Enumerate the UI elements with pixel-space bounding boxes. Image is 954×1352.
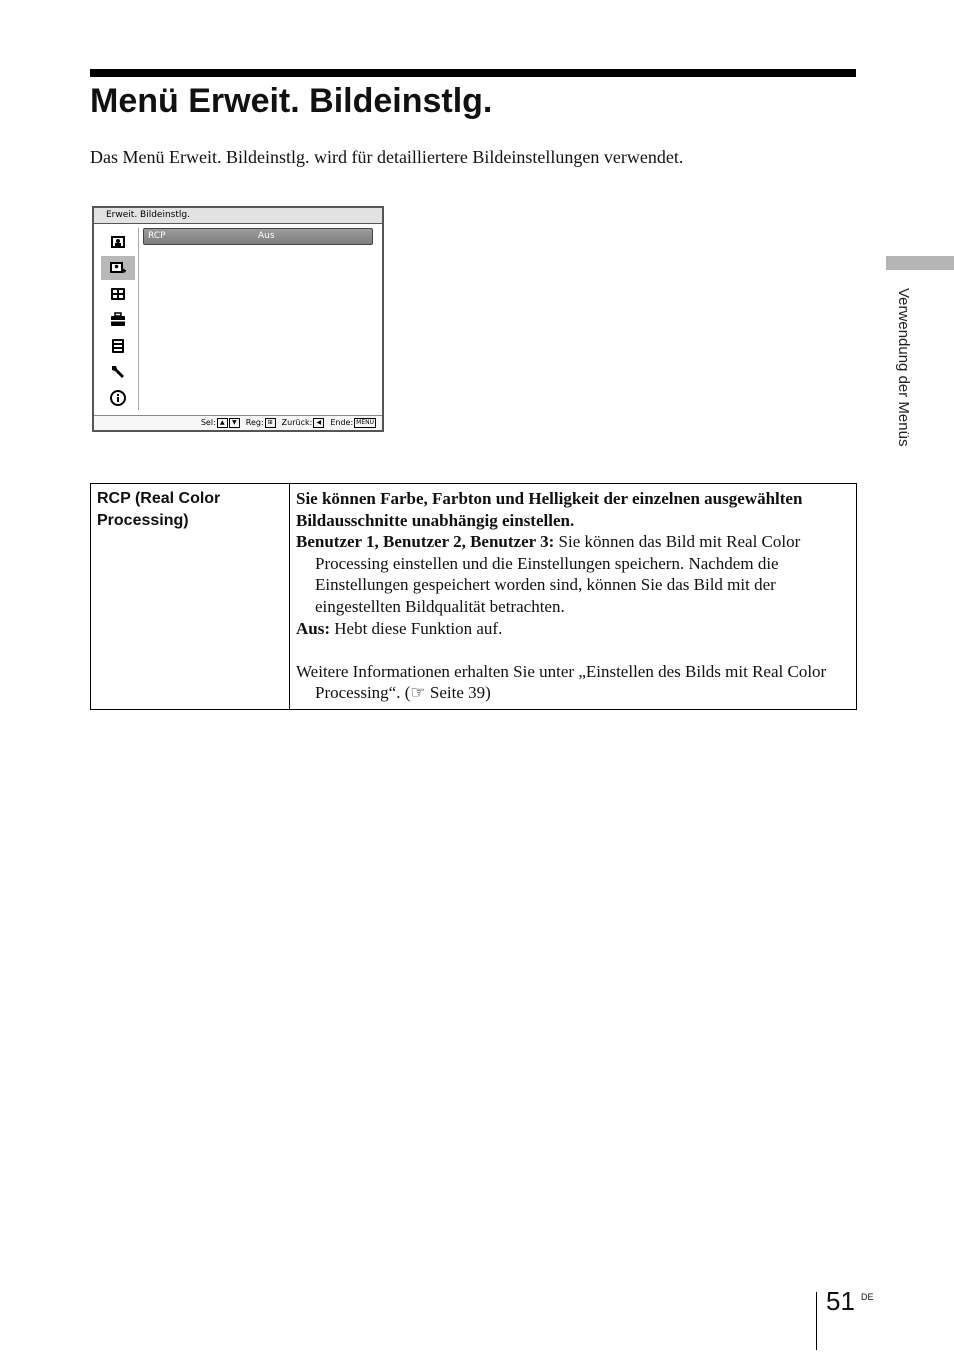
section-tab-bar <box>886 256 954 270</box>
footer-select-label: Sel: <box>200 418 216 427</box>
option-off-text: Hebt diese Funktion auf. <box>330 618 503 638</box>
page-reference[interactable]: Seite 39) <box>425 683 491 703</box>
footer-adjust-label: Reg: <box>245 418 264 427</box>
language-code: DE <box>861 1292 874 1302</box>
title-rule <box>90 69 856 77</box>
table-description <box>290 484 857 710</box>
footer-back <box>282 416 325 430</box>
footer-adjust <box>246 416 276 430</box>
option-off-term: Aus: <box>296 618 331 638</box>
more-info-text: Weitere Informationen erhalten Sie unter „Einstellen des Bilds mit Real Color Processing“. ( <box>296 661 827 703</box>
spacer <box>296 639 848 661</box>
description-lead: Sie können Farbe, Farbton und Helligkeit der einzelnen ausgewählten Bildausschnitte unabhängig einstellen. <box>296 489 803 530</box>
setup-icon[interactable] <box>101 308 135 332</box>
advanced-picture-icon[interactable] <box>101 256 135 280</box>
table-row <box>91 484 857 710</box>
page-number: 51 <box>826 1286 855 1316</box>
picture-icon[interactable] <box>101 230 135 254</box>
footer-select <box>201 416 240 430</box>
table-term: RCP (Real Color Processing) <box>91 484 290 710</box>
screen-icon[interactable] <box>101 282 135 306</box>
installation-icon[interactable] <box>101 360 135 384</box>
information-icon[interactable] <box>101 386 135 410</box>
menu-row-label: RCP <box>148 231 166 241</box>
arrow-down-icon: ▼ <box>229 418 240 428</box>
option-off <box>296 618 848 640</box>
function-icon[interactable] <box>101 334 135 358</box>
reference-icon: ☞ <box>410 683 426 703</box>
arrow-up-icon: ▲ <box>217 418 228 428</box>
menu-footer <box>94 415 382 430</box>
page-number-rule <box>816 1292 817 1350</box>
menu-icon-column <box>98 228 139 410</box>
menu-key: MENU <box>356 418 374 426</box>
menu-screenshot <box>92 206 384 432</box>
option-user <box>296 531 848 617</box>
arrow-left-icon: ◀ <box>313 418 324 428</box>
intro-text: Das Menü Erweit. Bildeinstlg. wird für detailliertere Bildeinstellungen verwendet. <box>90 147 684 167</box>
menu-title: Erweit. Bildeinstlg. <box>94 208 382 224</box>
section-label: Verwendung der Menüs <box>895 288 912 447</box>
option-user-term: Benutzer 1, Benutzer 2, Benutzer 3: <box>296 532 555 552</box>
footer-end <box>330 416 376 430</box>
menu-row-rcp[interactable] <box>143 228 373 245</box>
more-info <box>296 661 848 704</box>
enter-icon: ⊞ <box>265 418 276 428</box>
option-user-text: Sie können das Bild mit Real Color Processing einstellen und die Einstellungen speichern. Nachdem die Einstellungen gespeichert worden sind, können Sie das Bild mit der eingestellten Bildqualität betrachten. <box>315 532 801 616</box>
settings-table <box>90 483 857 710</box>
footer-back-label: Zurück: <box>281 418 313 427</box>
footer-end-label: Ende: <box>330 418 354 427</box>
page-title: Menü Erweit. Bildeinstlg. <box>90 82 493 120</box>
menu-row-value: Aus <box>258 231 275 241</box>
